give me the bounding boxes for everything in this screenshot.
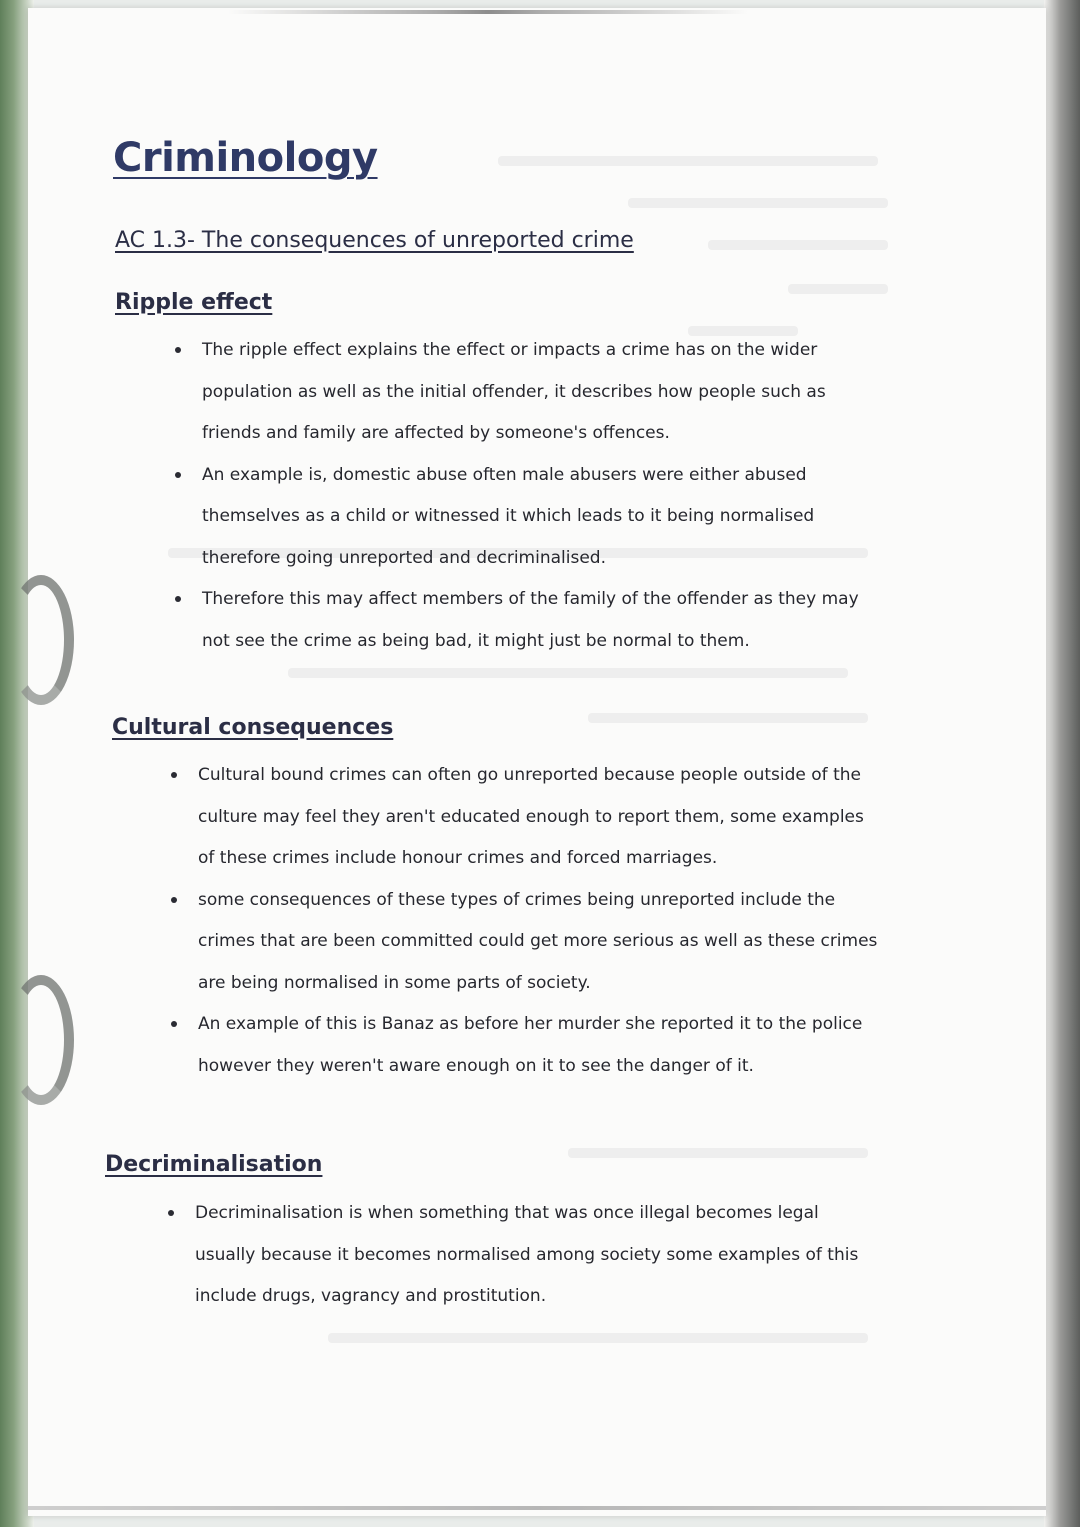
- show-through-text: [588, 713, 868, 723]
- list-item: Therefore this may affect members of the family of the offender as they may not see the crime as being bad, it might just be normal to them.: [172, 579, 862, 662]
- page-subtitle: AC 1.3- The consequences of unreported crime: [115, 228, 634, 253]
- paper-bottom-edge: [28, 1506, 1046, 1510]
- paper-right-edge: [1044, 0, 1080, 1527]
- cultural-consequences-list: [168, 755, 880, 1087]
- list-item: Cultural bound crimes can often go unreported because people outside of the culture may feel they aren't educated enough to report them, some examples of these crimes include honour crimes and forced marriages.: [168, 755, 880, 880]
- section-heading-ripple-effect: Ripple effect: [115, 290, 273, 315]
- paper-fold-shadow: [228, 10, 748, 14]
- binder-hole-shadow: [8, 975, 74, 1105]
- ripple-effect-list: [172, 330, 862, 662]
- section-heading-cultural-consequences: Cultural consequences: [112, 715, 394, 740]
- show-through-text: [788, 284, 888, 294]
- list-item: An example of this is Banaz as before her murder she reported it to the police however they weren't aware enough on it to see the danger of it.: [168, 1004, 880, 1087]
- show-through-text: [708, 240, 888, 250]
- list-item: some consequences of these types of crimes being unreported include the crimes that are been committed could get more serious as well as these crimes are being normalised in some parts of society.: [168, 880, 880, 1005]
- list-item: The ripple effect explains the effect or impacts a crime has on the wider population as well as the initial offender, it describes how people such as friends and family are affected by someone's offences.: [172, 330, 862, 455]
- page-title: Criminology: [113, 135, 378, 181]
- list-item: An example is, domestic abuse often male abusers were either abused themselves as a child or witnessed it which leads to it being normalised therefore going unreported and decriminalised.: [172, 455, 862, 580]
- show-through-text: [568, 1148, 868, 1158]
- show-through-text: [628, 198, 888, 208]
- list-item: Decriminalisation is when something that was once illegal becomes legal usually because it becomes normalised among society some examples of this include drugs, vagrancy and prostitution.: [165, 1193, 877, 1318]
- show-through-text: [328, 1333, 868, 1343]
- show-through-text: [498, 156, 878, 166]
- section-heading-decriminalisation: Decriminalisation: [105, 1152, 323, 1177]
- show-through-text: [288, 668, 848, 678]
- binder-hole-shadow: [8, 575, 74, 705]
- decriminalisation-list: [165, 1193, 877, 1318]
